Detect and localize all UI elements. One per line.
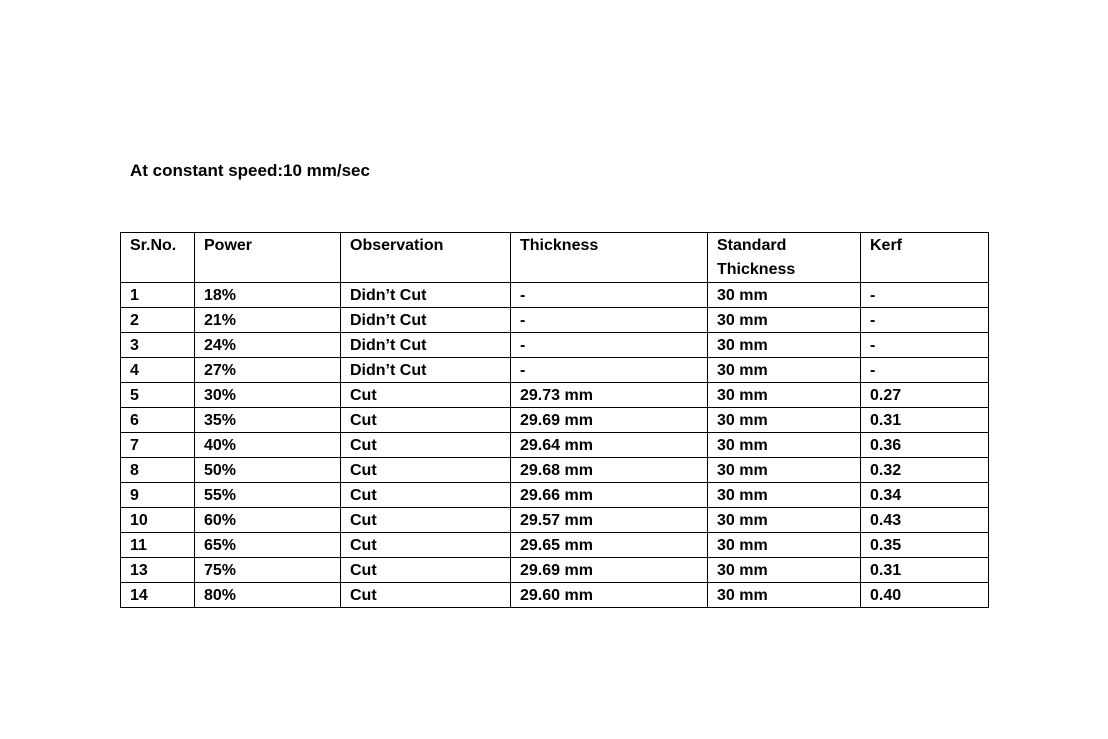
cell-observation: Cut bbox=[341, 483, 511, 508]
cell-observation: Cut bbox=[341, 583, 511, 608]
cell-observation: Cut bbox=[341, 433, 511, 458]
cell-power: 35% bbox=[195, 408, 341, 433]
cell-standard-thickness: 30 mm bbox=[708, 433, 861, 458]
cell-observation: Cut bbox=[341, 383, 511, 408]
cell-power: 27% bbox=[195, 358, 341, 383]
table-row bbox=[121, 533, 989, 558]
cell-power: 55% bbox=[195, 483, 341, 508]
cell-thickness: 29.66 mm bbox=[511, 483, 708, 508]
cell-standard-thickness: 30 mm bbox=[708, 458, 861, 483]
cell-sr-no: 6 bbox=[121, 408, 195, 433]
cell-sr-no: 13 bbox=[121, 558, 195, 583]
table-row bbox=[121, 283, 989, 308]
cell-sr-no: 8 bbox=[121, 458, 195, 483]
cell-sr-no: 5 bbox=[121, 383, 195, 408]
cell-thickness: 29.65 mm bbox=[511, 533, 708, 558]
cell-power: 18% bbox=[195, 283, 341, 308]
cell-power: 60% bbox=[195, 508, 341, 533]
cell-kerf: 0.31 bbox=[861, 408, 989, 433]
cell-kerf: 0.31 bbox=[861, 558, 989, 583]
header-observation: Observation bbox=[341, 233, 511, 283]
cell-thickness: 29.57 mm bbox=[511, 508, 708, 533]
cell-standard-thickness: 30 mm bbox=[708, 333, 861, 358]
cell-observation: Cut bbox=[341, 533, 511, 558]
cell-power: 30% bbox=[195, 383, 341, 408]
cell-kerf: 0.27 bbox=[861, 383, 989, 408]
cell-kerf: - bbox=[861, 358, 989, 383]
cell-sr-no: 4 bbox=[121, 358, 195, 383]
cell-sr-no: 11 bbox=[121, 533, 195, 558]
cell-sr-no: 9 bbox=[121, 483, 195, 508]
cell-thickness: 29.68 mm bbox=[511, 458, 708, 483]
table-row bbox=[121, 433, 989, 458]
cell-kerf: 0.35 bbox=[861, 533, 989, 558]
cell-kerf: 0.32 bbox=[861, 458, 989, 483]
cell-observation: Didn’t Cut bbox=[341, 333, 511, 358]
cell-sr-no: 7 bbox=[121, 433, 195, 458]
table-row bbox=[121, 458, 989, 483]
cell-kerf: 0.34 bbox=[861, 483, 989, 508]
cell-standard-thickness: 30 mm bbox=[708, 483, 861, 508]
header-power: Power bbox=[195, 233, 341, 283]
table-row bbox=[121, 383, 989, 408]
cell-standard-thickness: 30 mm bbox=[708, 583, 861, 608]
cell-observation: Didn’t Cut bbox=[341, 308, 511, 333]
table-body bbox=[121, 283, 989, 608]
cell-thickness: 29.64 mm bbox=[511, 433, 708, 458]
cell-sr-no: 14 bbox=[121, 583, 195, 608]
cell-standard-thickness: 30 mm bbox=[708, 283, 861, 308]
header-kerf: Kerf bbox=[861, 233, 989, 283]
table-row bbox=[121, 333, 989, 358]
cell-thickness: 29.69 mm bbox=[511, 558, 708, 583]
cell-kerf: - bbox=[861, 333, 989, 358]
cell-thickness: - bbox=[511, 333, 708, 358]
cell-standard-thickness: 30 mm bbox=[708, 558, 861, 583]
table-row bbox=[121, 508, 989, 533]
header-sr-no: Sr.No. bbox=[121, 233, 195, 283]
cell-power: 80% bbox=[195, 583, 341, 608]
cell-power: 40% bbox=[195, 433, 341, 458]
cell-observation: Cut bbox=[341, 408, 511, 433]
cell-sr-no: 1 bbox=[121, 283, 195, 308]
cell-power: 75% bbox=[195, 558, 341, 583]
table-row bbox=[121, 408, 989, 433]
table-row bbox=[121, 583, 989, 608]
cell-kerf: 0.36 bbox=[861, 433, 989, 458]
cell-sr-no: 2 bbox=[121, 308, 195, 333]
header-standard-thickness: Standard Thickness bbox=[708, 233, 861, 283]
cell-thickness: - bbox=[511, 358, 708, 383]
cell-kerf: 0.40 bbox=[861, 583, 989, 608]
cell-observation: Cut bbox=[341, 508, 511, 533]
table-row bbox=[121, 558, 989, 583]
cell-standard-thickness: 30 mm bbox=[708, 533, 861, 558]
cell-standard-thickness: 30 mm bbox=[708, 308, 861, 333]
cell-thickness: 29.60 mm bbox=[511, 583, 708, 608]
cell-standard-thickness: 30 mm bbox=[708, 408, 861, 433]
cell-power: 24% bbox=[195, 333, 341, 358]
cell-power: 21% bbox=[195, 308, 341, 333]
cell-observation: Didn’t Cut bbox=[341, 358, 511, 383]
cell-sr-no: 3 bbox=[121, 333, 195, 358]
table-header bbox=[121, 233, 989, 283]
table-row bbox=[121, 358, 989, 383]
cell-kerf: - bbox=[861, 308, 989, 333]
cell-thickness: 29.69 mm bbox=[511, 408, 708, 433]
header-row bbox=[121, 233, 989, 283]
cell-thickness: 29.73 mm bbox=[511, 383, 708, 408]
table-row bbox=[121, 483, 989, 508]
page-heading: At constant speed:10 mm/sec bbox=[130, 161, 370, 180]
cell-standard-thickness: 30 mm bbox=[708, 508, 861, 533]
table-row bbox=[121, 308, 989, 333]
cell-kerf: 0.43 bbox=[861, 508, 989, 533]
cell-observation: Didn’t Cut bbox=[341, 283, 511, 308]
cell-thickness: - bbox=[511, 308, 708, 333]
header-thickness: Thickness bbox=[511, 233, 708, 283]
cell-standard-thickness: 30 mm bbox=[708, 383, 861, 408]
cell-observation: Cut bbox=[341, 558, 511, 583]
cell-observation: Cut bbox=[341, 458, 511, 483]
cell-power: 65% bbox=[195, 533, 341, 558]
cell-kerf: - bbox=[861, 283, 989, 308]
cell-thickness: - bbox=[511, 283, 708, 308]
cell-power: 50% bbox=[195, 458, 341, 483]
cell-standard-thickness: 30 mm bbox=[708, 358, 861, 383]
results-table bbox=[120, 232, 989, 608]
cell-sr-no: 10 bbox=[121, 508, 195, 533]
